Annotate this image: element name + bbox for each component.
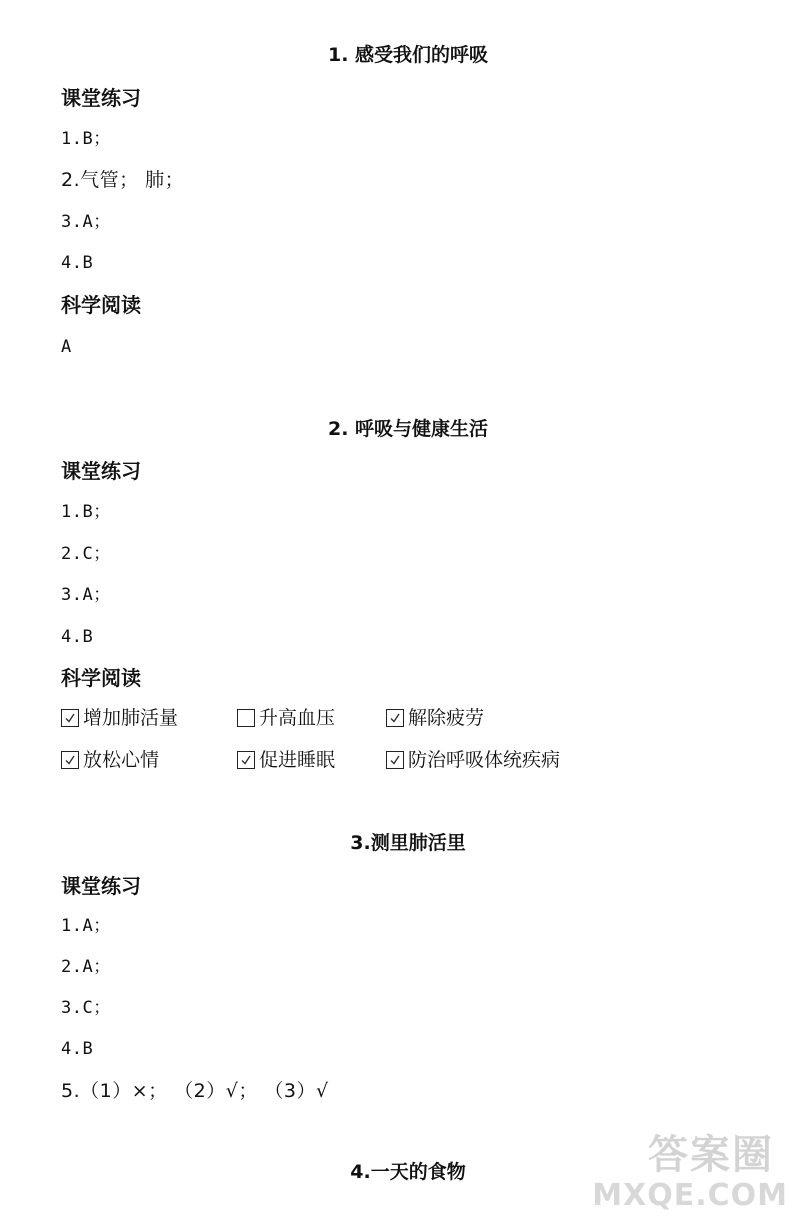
answer-1-3: 3.A； bbox=[61, 212, 111, 232]
checkbox-checked-icon bbox=[61, 751, 79, 769]
answer-3-2: 2.A； bbox=[61, 957, 111, 977]
check-mark-icon bbox=[389, 712, 401, 724]
checkbox-empty-icon bbox=[237, 709, 255, 727]
option-relieve-fatigue[interactable] bbox=[386, 706, 484, 730]
answer-2-3: 3.A； bbox=[61, 585, 111, 605]
answer-2-2: 2.C； bbox=[61, 544, 111, 564]
section-title-3: 3.测里肺活里 bbox=[350, 832, 466, 854]
reading-heading-2: 科学阅读 bbox=[61, 666, 141, 690]
practice-heading-1: 课堂练习 bbox=[61, 86, 141, 110]
answer-3-3: 3.C； bbox=[61, 998, 111, 1018]
answer-1-2: 2.气管； 肺； bbox=[61, 169, 185, 191]
watermark-top-text: 答案圈 bbox=[648, 1132, 774, 1178]
check-mark-icon bbox=[64, 754, 76, 766]
option-label: 增加肺活量 bbox=[83, 707, 179, 729]
checkbox-checked-icon bbox=[61, 709, 79, 727]
watermark-bottom-text: MXQE.COM bbox=[592, 1178, 788, 1213]
reading-heading-1: 科学阅读 bbox=[61, 293, 141, 317]
answer-3-1: 1.A； bbox=[61, 916, 111, 936]
answer-3-5: 5.（1）×； （2）√； （3）√ bbox=[61, 1080, 329, 1102]
option-prevent-respiratory-disease[interactable] bbox=[386, 748, 560, 772]
answer-2-1: 1.B； bbox=[61, 502, 111, 522]
option-label: 促进睡眠 bbox=[259, 749, 336, 771]
answer-3-4: 4.B bbox=[61, 1039, 94, 1059]
option-label: 放松心情 bbox=[83, 749, 160, 771]
option-relax-mood[interactable] bbox=[61, 748, 159, 772]
answer-1-4: 4.B bbox=[61, 253, 94, 273]
reading-answer-1: A bbox=[61, 337, 72, 357]
practice-heading-2: 课堂练习 bbox=[61, 459, 141, 483]
practice-heading-3: 课堂练习 bbox=[61, 874, 141, 898]
section-title-4: 4.一天的食物 bbox=[350, 1161, 466, 1183]
option-promote-sleep[interactable] bbox=[237, 748, 335, 772]
watermark-logo bbox=[592, 1123, 794, 1213]
checkbox-checked-icon bbox=[237, 751, 255, 769]
option-label: 解除疲劳 bbox=[408, 707, 485, 729]
answer-1-1: 1.B； bbox=[61, 129, 111, 149]
option-label: 防治呼吸体统疾病 bbox=[408, 749, 561, 771]
option-increase-lung-capacity[interactable] bbox=[61, 706, 178, 730]
section-title-2: 2. 呼吸与健康生活 bbox=[327, 418, 489, 440]
check-mark-icon bbox=[64, 712, 76, 724]
check-mark-icon bbox=[240, 754, 252, 766]
answer-2-4: 4.B bbox=[61, 627, 94, 647]
section-title-1: 1. 感受我们的呼吸 bbox=[327, 44, 489, 66]
checkbox-checked-icon bbox=[386, 709, 404, 727]
option-raise-blood-pressure[interactable] bbox=[237, 706, 335, 730]
check-mark-icon bbox=[389, 754, 401, 766]
option-label: 升高血压 bbox=[259, 707, 336, 729]
checkbox-checked-icon bbox=[386, 751, 404, 769]
